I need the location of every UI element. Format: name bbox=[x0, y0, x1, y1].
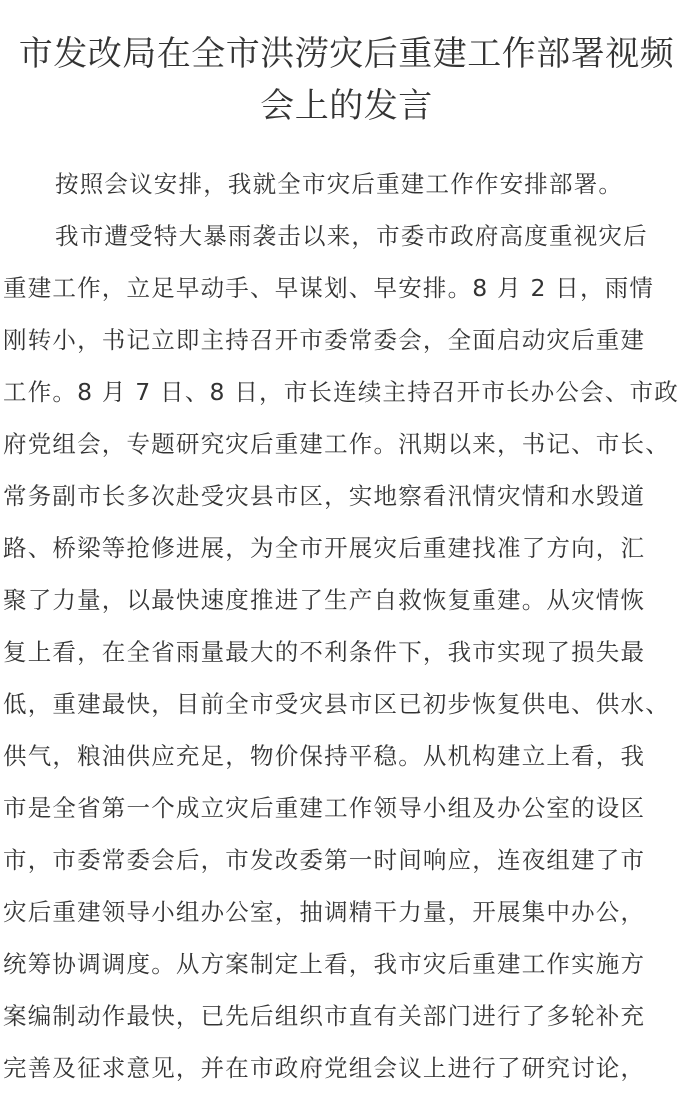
title-line-1: 市发改局在全市洪涝灾后重建工作部署视频 bbox=[18, 34, 675, 74]
paragraph-line: 常务副市长多次赴受灾县市区，实地察看汛情灾情和水毁道 bbox=[3, 482, 646, 510]
paragraph-line: 重建工作，立足早动手、早谋划、早安排。8 月 2 日，雨情 bbox=[3, 274, 655, 302]
paragraph-line: 统筹协调调度。从方案制定上看，我市灾后重建工作实施方 bbox=[3, 950, 646, 978]
paragraph-line: 完善及征求意见，并在市政府党组会议上进行了研究讨论， bbox=[3, 1054, 646, 1082]
title-line-2: 会上的发言 bbox=[260, 86, 433, 126]
paragraph-line: 复上看，在全省雨量最大的不利条件下，我市实现了损失最 bbox=[3, 638, 646, 666]
page-title bbox=[0, 0, 693, 132]
article-body bbox=[0, 132, 693, 1094]
paragraph-line: 低，重建最快，目前全市受灾县市区已初步恢复供电、供水、 bbox=[3, 690, 670, 718]
paragraph-line: 我市遭受特大暴雨袭击以来，市委市政府高度重视灾后 bbox=[55, 222, 648, 250]
paragraph-line: 市，市委常委会后，市发改委第一时间响应，连夜组建了市 bbox=[3, 846, 646, 874]
paragraph-line: 灾后重建领导小组办公室，抽调精干力量，开展集中办公， bbox=[3, 898, 646, 926]
paragraph-line: 案编制动作最快，已先后组织市直有关部门进行了多轮补充 bbox=[3, 1002, 646, 1030]
paragraph-line: 刚转小，书记立即主持召开市委常委会，全面启动灾后重建 bbox=[3, 326, 646, 354]
paragraph-line: 路、桥梁等抢修进展，为全市开展灾后重建找准了方向，汇 bbox=[3, 534, 646, 562]
paragraph-line: 府党组会，专题研究灾后重建工作。汛期以来，书记、市长、 bbox=[3, 430, 670, 458]
paragraph-line: 市是全省第一个成立灾后重建工作领导小组及办公室的设区 bbox=[3, 794, 646, 822]
paragraph-line: 按照会议安排，我就全市灾后重建工作作安排部署。 bbox=[55, 170, 624, 198]
paragraph-line: 工作。8 月 7 日、8 日，市长连续主持召开市长办公会、市政 bbox=[3, 378, 679, 406]
paragraph-line: 聚了力量，以最快速度推进了生产自救恢复重建。从灾情恢 bbox=[3, 586, 646, 614]
paragraph-line: 供气，粮油供应充足，物价保持平稳。从机构建立上看，我 bbox=[3, 742, 646, 770]
